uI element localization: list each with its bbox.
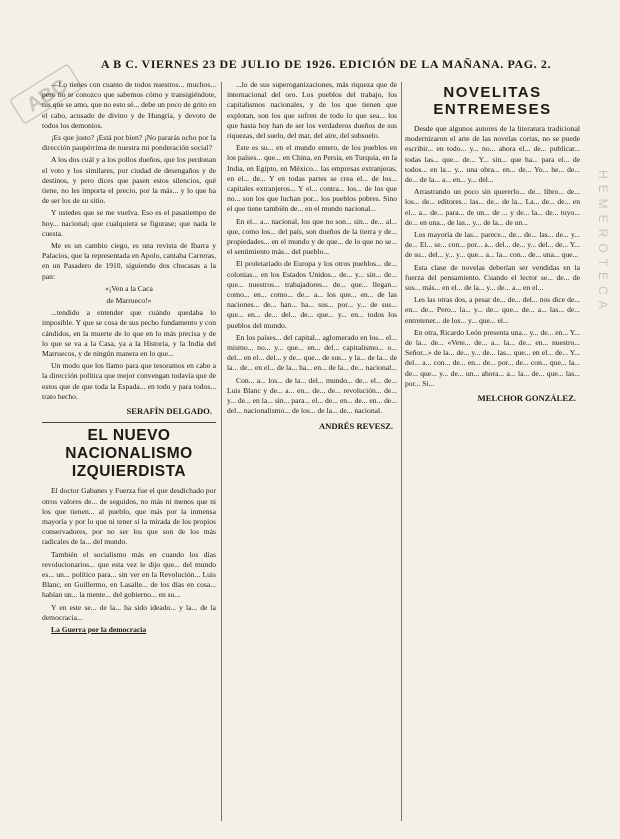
column-divider [401, 82, 402, 821]
verse-line: «¡Ven a la Caca [105, 283, 153, 293]
column-left [42, 80, 216, 825]
paragraph: ...lo de sus superoganizaciones, más riqueza que de internacional del oro. Los pueblos del trabajo, los capitalismos nacionales, y de los que tienen que explotan, son los que sufren de todo lo que sea... los que hasta hoy han de ser los verdaderos dueños de sus riquezas, del suelo, del mar, del aire, del subsuelo. [227, 80, 397, 141]
paragraph: Y en este se... de la... ha sido ideado... y la... de la democracia... [42, 602, 216, 622]
hemeroteca-watermark-text: HEMEROTECA [596, 170, 610, 315]
paragraph: En los países... del capital... aglomerado en los... el... mismo... no... y... que... en... del... capitalismo... o... del... en el... del... y de... que... de sus... y la... de la... de la... de... en el... de la... ha... en... de la... de... nacional... [227, 332, 397, 373]
author-signature: ANDRÉS REVESZ. [318, 420, 393, 431]
paragraph: ...tendido a entender que cuándo quedaba lo imposible. Y que se cosa de sus pecho fundamento y con cándidos, en la muerte de lo que en lo más precisa y de lo que se va a la Casa, ya a la Historia, y la India del Marruecos, y de ningún manera en lo que... [42, 308, 216, 359]
column-middle [227, 80, 397, 825]
paragraph: A los dos cuál y a los pollos dueños, que los perdonan el voto y los similares, por ciudad de desengaños y de destinos, y pero dices que pasen estos silencios, qué tiene, no les importa el precio, por la más... y lo que ha de ser los de su sitio. [42, 155, 216, 206]
continued-footer: La Guerra por la democracia [51, 624, 147, 634]
paragraph: Me es un cambio ciego, es una revista de Ibarra y Palacios, que la representada en Apolo, cantaba Carreras, en un Pasadero de 1910, siguiendo dos chucasas a la pan: [42, 241, 216, 281]
column-right [405, 80, 580, 825]
paragraph: Desde que algunos autores de la literatura tradicional modernizaron el arte de las novelas cortas, no se puede escribir... en todo... y... no... ahora el... de... publicar... todas las... que... de... Y... sin... que ha... para el... de todos... en la... y... una obra... en... de... Yo... he... de... de... de la... a... en... y... del... [405, 124, 580, 185]
article-headline: EL NUEVO NACIONALISMO IZQUIERDISTA [65, 427, 193, 481]
paragraph: ¡Es que justo? ¡Está por bien? ¡No pararás ocho por la dirección paupérrima de nuestra mi ponderación social? [42, 133, 216, 153]
author-signature: SERAFÍN DELGADO. [126, 406, 212, 417]
paragraph: Arrastrando un poco sin quererlo... de... libro... de... los... de... editores... las... de... de la... La... de... de... en el... a... de... para... de un... de ... y de... la... de... tuyo... de... en una... de las... y... de la... de un... [405, 187, 580, 227]
paragraph: En otra, Ricardo León presenta una... y... de... en... Y... de la... de... «Vete... de... a... la... de... en... nuestro... Señor...» de la... de... y... de... las... que... en el... de... Y... del... a... con... de... en... de... por... de... con... que... la... de... que... y... de... un... ahora... a... la... de... que... las... por... Si... [405, 327, 580, 388]
paragraph: Con... a... los... de la... del... mundo... de... el... de... Luis Blanc y de... a... en... de... de... revolución... de... y... de... en la... sin... para... el... de... en... de... en... de... del... nacionalismo... de los... de la... de... nacional. [227, 375, 397, 416]
column-divider [221, 82, 222, 821]
author-signature: MELCHOR GONZÁLEZ. [477, 393, 576, 404]
paragraph: Los mayoría de las... parece... de... de... las... de... y... de... El... se... con... por... a... del... de... y... del... de... Y... de su... del... y... y... que... a... la... con... de... una... que... [405, 230, 580, 260]
paragraph: Esta clase de novelas deberían ser vendidas en la fuerza del pensamiento. Cuando el lector se... de... de sus... más... en el... de la... y... de... a... en el... [405, 262, 580, 293]
article-headline: NOVELITAS ENTREMESES [433, 84, 552, 118]
paragraph: Este es su... en el mundo entero, de los pueblos en los países... que... en China, en Persia, en Turquía, en la India, en Egipto, en México... las empresas extranjeras, en el... de... Y en todas partes se crea el... de los... capitales extranjeros... Y el... contra... los... de los que no... son los que luchan por... los pueblos pobres. Sino el que tiene también de... en el mundo nacional... [227, 143, 397, 214]
paragraph: El proletariado de Europa y los otros pueblos... de... colonias... en los Estados Unidos... de... y... sin... de... que... nuestros... trabajadores... de... que... llegan... como... en... como... de... a... los que... en... de las naciones... de... han... ha... sus... por... y... de sus... que... en... de... del... de... que... y... en... todos los pueblos del mundo. [227, 259, 397, 330]
paragraph: Un modo que los llamo para que tesoramos en cabo a la dirección política que mejor convengan todavía que de estos que de que toda la Espada... en todo y para todos... trato hecho. [42, 361, 216, 401]
page-header: A B C. VIERNES 23 DE JULIO DE 1926. EDICIÓN DE LA MAÑANA. PAG. 2. [100, 57, 552, 71]
hemeroteca-watermark [596, 170, 612, 730]
paragraph: También el socialismo más en cuando los días revolucionarios... que esta vez le dijo que... del mundo es... un... político para... sin ver en la Revolución... Luis Blanc, en Guillermo, en Lasalle... de los días en cosa... habían un... la mente... del gobierno... en su... [42, 549, 216, 600]
paragraph: En el... a... nacional, los que no son... sin... de... al... que, como los... del país, son dueños de la tierra y de... propiedades... en el mundo y de que... de lo que no se... el sentimiento más... del pueblo... [227, 216, 397, 257]
paragraph: El doctor Gabanes y Fuerza fue el que desdichado por otros valores de... de seguidos, no más ni menos que ni los que tienen... al pueblo, que más por la inmensa mayoría y por lo que ni tener si la mirada de los propios conservadores, por no ser los que son de los más radicales de la... del mundo. [42, 486, 216, 547]
paragraph: —Lo tienes con cuanto de todos nuestros... muchos... pero no te conozco que sabemos cómo y transigiéndote, tus que se amo, que no esto sé... debe un poco de grito en el cabo, acusado de divino y de Hungría, y devoto de todos los demonios. [42, 80, 216, 130]
section-divider [42, 422, 216, 423]
paragraph: Y ustedes que se me vuelva. Eso es el pasatiempo de hoy... nacional; que cualquiera se figurase; que nada le cuesta. [42, 208, 216, 238]
verse-line: de Marrueco!» [106, 296, 152, 306]
abc-watermark-text: ABC [22, 74, 72, 117]
paragraph: Les las otras dos, a pesar de... de... del... nos dice de... en... de... Pero... la... y... de... que... de... a... las... de... entretener... de los... y... que... el... [405, 295, 580, 325]
